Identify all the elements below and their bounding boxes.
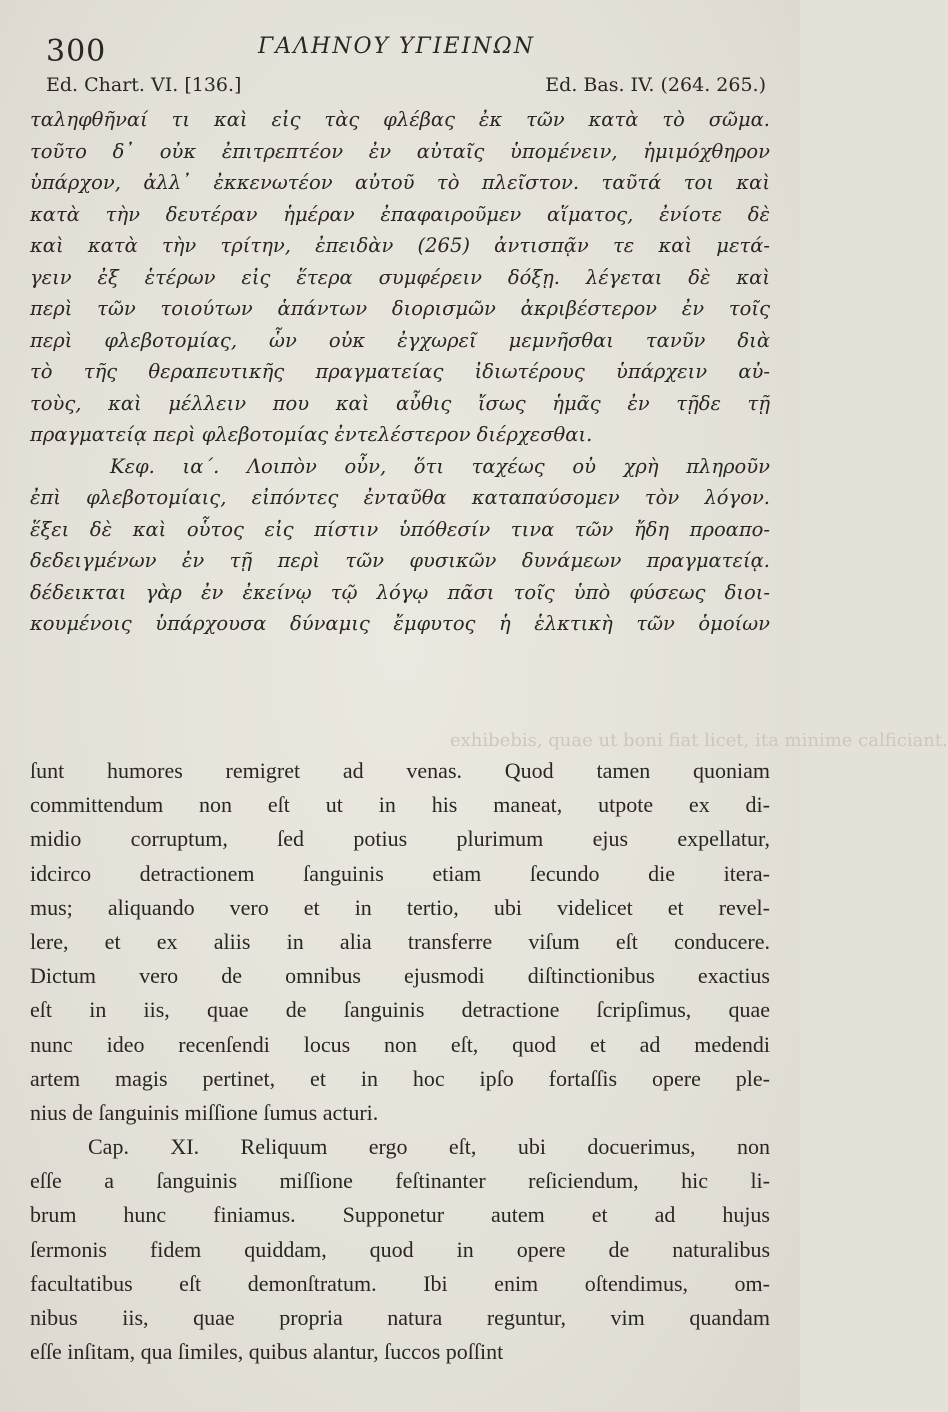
latin-line: nunc ideo recenſendi locus non eſt, quod et ad medendi <box>30 1031 770 1057</box>
latin-line: Dictum vero de omnibus ejusmodi diſtinctionibus exactius <box>30 963 770 989</box>
latin-line: committendum non eſt ut in his maneat, utpote ex di- <box>30 792 770 818</box>
greek-line: καὶ κατὰ τὴν τρίτην, ἐπειδὰν (265) ἀντισπᾷν τε καὶ μετά- <box>30 234 770 257</box>
greek-line: ἐπὶ φλεβοτομίαις, εἰπόντες ἐνταῦθα καταπαύσομεν τὸν λόγον. <box>30 486 770 509</box>
greek-line: ταληφθῆναί τι καὶ εἰς τὰς φλέβας ἐκ τῶν κατὰ τὸ σῶμα. <box>30 108 770 131</box>
greek-text-block <box>30 104 770 640</box>
greek-line: κατὰ τὴν δευτέραν ἡμέραν ἐπαφαιροῦμεν αἵματος, ἐνίοτε δὲ <box>30 202 770 226</box>
latin-line: ſunt humores remigret ad venas. Quod tamen quoniam <box>30 758 770 783</box>
greek-line: δέδεικται γὰρ ἐν ἐκείνῳ τῷ λόγῳ πᾶσι τοῖς ὑπὸ φύσεως διοι- <box>30 580 770 604</box>
page-number: 300 <box>46 34 107 69</box>
latin-line: lere, et ex aliis in alia transferre viſum eſt conducere. <box>30 928 770 954</box>
greek-line: γειν ἐξ ἑτέρων εἰς ἕτερα συμφέρειν δόξῃ. λέγεται δὲ καὶ <box>30 265 770 289</box>
edition-references <box>46 74 766 104</box>
latin-line: eſſe inſitam, qua ſimiles, quibus alantur, ſuccos poſſint <box>30 1339 504 1365</box>
latin-line: nius de ſanguinis miſſione ſumus acturi. <box>30 1099 379 1125</box>
greek-line: ὑπάρχον, ἀλλ᾽ ἐκκενωτέον αὐτοῦ τὸ πλεῖστον. ταῦτά τοι καὶ <box>30 171 770 194</box>
latin-line: ſermonis fidem quiddam, quod in opere de naturalibus <box>30 1236 770 1262</box>
latin-line: facultatibus eſt demonſtratum. Ibi enim oſtendimus, om- <box>30 1270 770 1296</box>
greek-line: ἕξει δὲ καὶ οὗτος εἰς πίστιν ὑπόθεσίν τινα τῶν ἤδη προαπο- <box>30 517 770 541</box>
edition-ref-basel: Ed. Bas. IV. (264. 265.) <box>545 74 766 96</box>
greek-line: δεδειγμένων ἐν τῇ περὶ τῶν φυσικῶν δυνάμεων πραγματείᾳ. <box>30 549 770 572</box>
greek-line: τοῦτο δ᾽ οὐκ ἐπιτρεπτέον ἐν αὐταῖς ὑπομένειν, ἡμιμόχθηρον <box>30 139 770 163</box>
latin-line: artem magis pertinet, et in hoc ipſo fortaſſis opere ple- <box>30 1065 770 1091</box>
greek-chapter-heading-line: Κεφ. ια΄. Λοιπὸν οὖν, ὅτι ταχέως οὐ χρὴ πληροῦν <box>110 454 770 478</box>
latin-line: idcirco detractionem ſanguinis etiam ſecundo die itera- <box>30 860 770 886</box>
latin-chapter-heading-line: Cap. XI. Reliquum ergo eſt, ubi docuerimus, non <box>88 1134 770 1160</box>
page-header <box>46 28 766 68</box>
latin-line: nibus iis, quae propria natura reguntur, vim quandam <box>30 1305 770 1330</box>
latin-line: eſſe a ſanguinis miſſione feſtinanter reſiciendum, hic li- <box>30 1168 770 1194</box>
edition-ref-chartier: Ed. Chart. VI. [136.] <box>46 74 242 96</box>
greek-line: πραγματείᾳ περὶ φλεβοτομίας ἐντελέστερον διέρχεσθαι. <box>30 423 593 446</box>
greek-line: τοὺς, καὶ μέλλειν που καὶ αὖθις ἴσως ἡμᾶς ἐν τῇδε τῇ <box>30 391 770 415</box>
greek-line: περὶ τῶν τοιούτων ἁπάντων διορισμῶν ἀκριβέστερον ἐν τοῖς <box>30 297 770 320</box>
greek-line: κουμένοις ὑπάρχουσα δύναμις ἔμφυτος ἡ ἑλκτικὴ τῶν ὁμοίων <box>30 612 770 635</box>
greek-line: τὸ τῆς θεραπευτικῆς πραγματείας ἰδιωτέρους ὑπάρχειν αὐ- <box>30 360 770 383</box>
bleed-through-text <box>30 728 948 756</box>
latin-line: mus; aliquando vero et in tertio, ubi videlicet et revel- <box>30 894 770 920</box>
running-title: ΓΑΛΗΝΟΥ ΥΓΙΕΙΝΩΝ <box>258 34 535 59</box>
bleed-through-line: exhibebis, quae ut boni fiat licet, ita minime calficiant. <box>450 730 948 751</box>
greek-line: περὶ φλεβοτομίας, ὧν οὐκ ἐγχωρεῖ μεμνῆσθαι τανῦν διὰ <box>30 328 770 352</box>
latin-text-block <box>30 754 770 1369</box>
latin-line: midio corruptum, ſed potius plurimum ejus expellatur, <box>30 826 770 852</box>
latin-line: brum hunc finiamus. Supponetur autem et ad hujus <box>30 1202 770 1228</box>
latin-line: eſt in iis, quae de ſanguinis detractione ſcripſimus, quae <box>30 997 770 1023</box>
